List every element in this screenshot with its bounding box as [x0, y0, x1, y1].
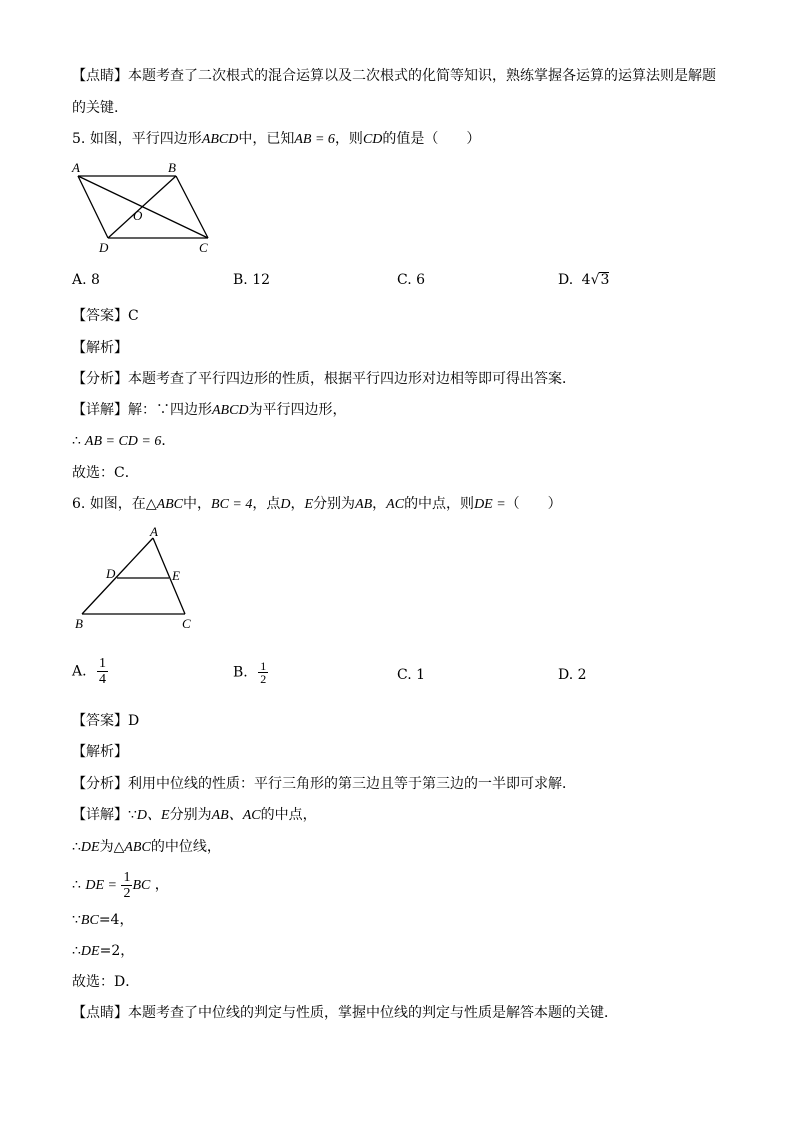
detail-tag: 【详解】 — [72, 807, 128, 823]
label-b: B — [75, 616, 83, 631]
option-value: 2 — [577, 667, 587, 683]
detail-text: =2， — [99, 943, 135, 959]
fraction-numerator: 1 — [123, 869, 131, 885]
answer-value: D — [128, 713, 140, 729]
label-a: A — [150, 524, 158, 539]
q6-detail-line5 — [72, 941, 134, 962]
q6-option-d[interactable] — [558, 665, 587, 685]
math-var: ABCD — [212, 403, 249, 418]
fraction-denominator: 2 — [123, 885, 131, 901]
question-number: 6. — [72, 496, 86, 512]
detail-text: ∵ — [128, 807, 137, 823]
question-number: 5. — [72, 131, 86, 147]
math-var: E — [304, 497, 314, 512]
option-value: 8 — [91, 272, 100, 288]
diagonal-ac — [78, 176, 208, 238]
q5-answer — [72, 306, 139, 326]
stem-text: ， — [290, 496, 305, 512]
math-var: AB、AC — [211, 808, 261, 823]
analysis-tag: 【解析】 — [72, 340, 128, 356]
math-var: BC — [80, 913, 99, 928]
therefore-symbol: ∴ — [72, 433, 81, 449]
math-eq: AB = 6 — [294, 132, 335, 147]
option-letter: B. — [233, 272, 248, 288]
radicand: 3 — [600, 272, 610, 288]
label-o: O — [133, 208, 143, 223]
q6-stem — [72, 494, 562, 515]
option-letter: A. — [72, 272, 87, 288]
option-value: 6 — [416, 272, 426, 288]
stem-text: 的中点，则 — [404, 496, 475, 512]
label-d: D — [99, 240, 109, 255]
q5-option-b[interactable] — [233, 270, 270, 290]
q6-detail-line4 — [72, 910, 133, 931]
label-c: C — [199, 240, 208, 255]
option-letter: C. — [397, 667, 412, 683]
q5-option-a[interactable] — [72, 270, 100, 290]
therefore-symbol: ∴ — [72, 943, 81, 959]
q6-option-c[interactable] — [397, 665, 425, 685]
math-eq: DE = — [474, 497, 506, 512]
math-var: D — [280, 497, 291, 512]
detail-text: =4， — [98, 912, 134, 928]
option-coef: 4 — [581, 272, 591, 288]
option-letter: D. — [558, 667, 574, 683]
therefore-symbol: ∴ — [72, 877, 81, 893]
math-eq: AB = CD = 6 — [84, 434, 162, 449]
therefore-symbol: ∴ — [72, 839, 81, 855]
because-symbol: ∵ — [72, 912, 81, 928]
q6-option-b[interactable] — [233, 660, 268, 685]
stem-text: （ ） — [505, 496, 562, 512]
detail-text: 为平行四边形， — [248, 402, 347, 418]
option-fraction — [258, 660, 268, 685]
parallelogram-figure — [68, 158, 218, 256]
fraction-numerator: 1 — [99, 656, 107, 671]
q6-fenxi — [72, 774, 576, 794]
fenxi-tag: 【分析】 — [72, 776, 128, 792]
detail-text: 为△ — [99, 839, 125, 855]
q5-therefore — [72, 431, 175, 452]
option-letter: A. — [72, 663, 87, 680]
side-bc — [176, 176, 208, 238]
fraction-numerator: 1 — [260, 659, 267, 673]
detail-text: ， — [154, 877, 169, 893]
choose-text: 故选：C． — [72, 465, 139, 481]
detail-text: ． — [161, 433, 176, 449]
stem-text: 中，已知 — [238, 131, 295, 147]
half-fraction — [121, 870, 132, 901]
q6-detail-line1 — [72, 805, 317, 826]
side-da — [78, 176, 108, 238]
label-c: C — [182, 616, 191, 631]
math-var: D、E — [136, 808, 170, 823]
option-fraction — [97, 656, 108, 687]
label-d: D — [106, 566, 116, 581]
math-var: DE — [80, 840, 100, 855]
math-var: ABCD — [201, 132, 239, 147]
fenxi-text: 利用中位线的性质：平行三角形的第三边且等于第三边的一半即可求解． — [128, 776, 576, 792]
stem-text: ， — [372, 496, 387, 512]
q5-detail — [72, 400, 347, 421]
option-letter: B. — [233, 664, 248, 681]
stem-text: ，则 — [334, 131, 363, 147]
side-ab — [82, 538, 153, 614]
stem-text: 分别为 — [313, 496, 356, 512]
q6-detail-line2 — [72, 837, 221, 858]
math-var: ABC — [124, 840, 151, 855]
math-var: DE — [80, 944, 100, 959]
option-letter: D. — [558, 272, 574, 288]
fenxi-text: 本题考查了平行四边形的性质，根据平行四边形对边相等即可得出答案． — [128, 371, 576, 387]
option-letter: C. — [397, 272, 412, 288]
detail-text: 分别为 — [169, 807, 212, 823]
q5-choose — [72, 463, 139, 483]
q6-choose — [72, 972, 139, 992]
stem-text: 中， — [183, 496, 212, 512]
stem-text: ，点 — [252, 496, 281, 512]
math-eq: BC = 4 — [211, 497, 253, 512]
math-var: AC — [386, 497, 405, 512]
dianjing-text: 本题考查了中位线的判定与性质，掌握中位线的判定与性质是解答本题的关键． — [128, 1005, 618, 1021]
math-var: CD — [362, 132, 383, 147]
fenxi-tag: 【分析】 — [72, 371, 128, 387]
dianjing-tag: 【点睛】 — [72, 1005, 128, 1021]
top-comment-line2 — [72, 98, 118, 118]
detail-text: 的中点， — [260, 807, 317, 823]
triangle-figure — [70, 524, 200, 636]
analysis-tag: 【解析】 — [72, 744, 128, 760]
q5-option-d[interactable] — [558, 270, 609, 290]
detail-tag: 【详解】 — [72, 402, 128, 418]
q5-analysis-tag — [72, 338, 128, 358]
detail-text: 的中位线， — [150, 839, 221, 855]
math-var: △ABC — [145, 497, 184, 512]
comment-text: 本题考查了二次根式的混合运算以及二次根式的化简等知识，熟练掌握各运算的运算法则是解题 — [128, 68, 716, 84]
answer-tag: 【答案】 — [72, 713, 128, 729]
q5-stem — [72, 129, 480, 150]
dianjing-tag: 【点睛】 — [72, 68, 128, 84]
answer-tag: 【答案】 — [72, 308, 128, 324]
answer-value: C — [128, 308, 139, 324]
q6-dianjing — [72, 1003, 618, 1023]
math-eq: DE = — [85, 878, 117, 893]
stem-text: 的值是（ ） — [382, 131, 481, 147]
q6-detail-line3 — [72, 865, 169, 905]
side-ac — [153, 538, 185, 614]
q5-option-c[interactable] — [397, 270, 425, 290]
detail-text: 解：∵四边形 — [128, 402, 212, 418]
q6-analysis-tag — [72, 742, 128, 762]
stem-text: 如图，平行四边形 — [89, 131, 202, 147]
fraction-denominator: 2 — [260, 672, 267, 686]
label-a: A — [72, 160, 80, 175]
option-value: 1 — [416, 667, 426, 683]
sqrt-icon: √ — [590, 272, 600, 288]
math-var: BC — [132, 878, 151, 893]
fraction-denominator: 4 — [99, 672, 107, 687]
comment-text-end: 的关键. — [72, 100, 119, 116]
stem-text: 如图，在 — [89, 496, 146, 512]
label-b: B — [168, 160, 176, 175]
math-var: AB — [355, 497, 373, 512]
q6-answer — [72, 711, 139, 731]
option-value: 12 — [252, 272, 271, 288]
choose-text: 故选：D． — [72, 974, 140, 990]
q5-fenxi — [72, 369, 576, 389]
label-e: E — [172, 568, 180, 583]
q6-option-a[interactable] — [72, 656, 108, 687]
top-comment-line1 — [72, 66, 716, 86]
diagonal-bd — [108, 176, 176, 238]
